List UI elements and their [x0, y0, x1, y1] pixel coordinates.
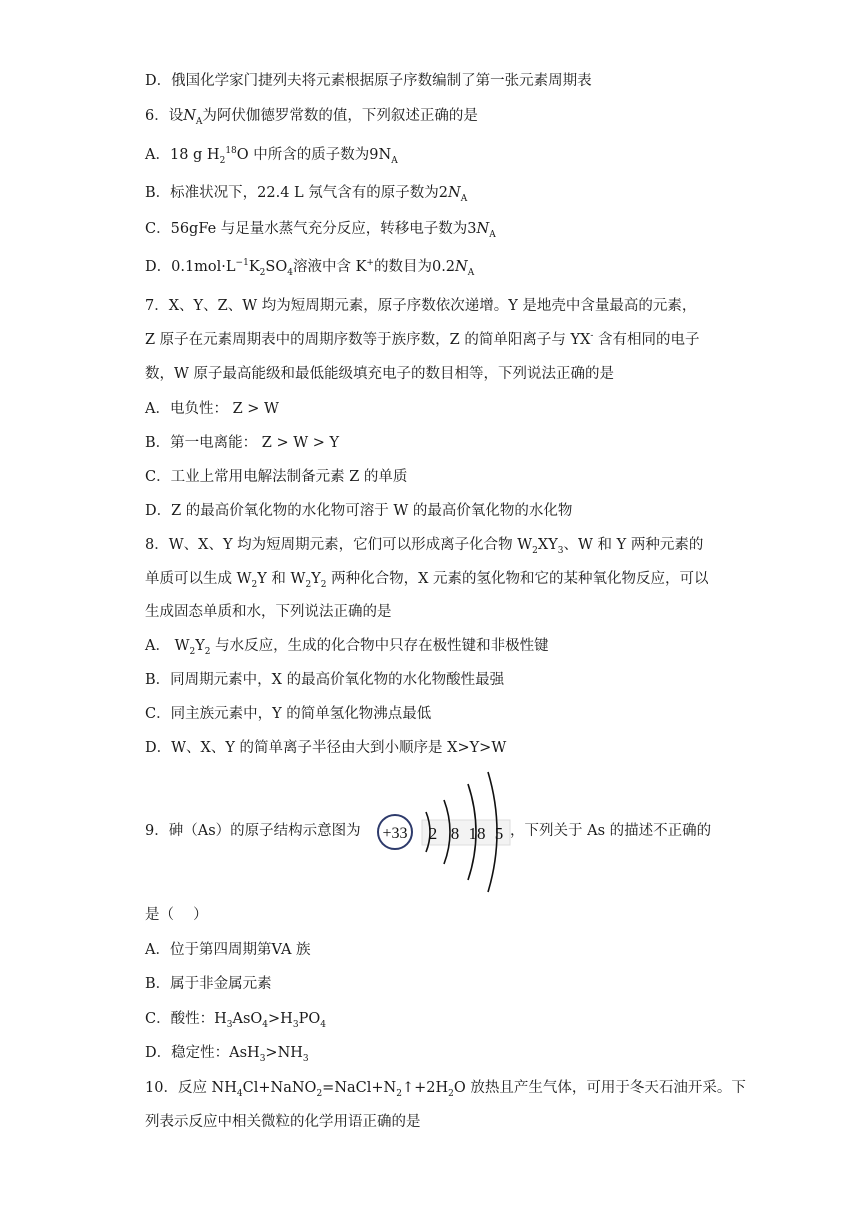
- q8-option-a: A． $W_2Y_2$ 与水反应，生成的化合物中只存在极性键和非极性键: [145, 638, 549, 657]
- q6-option-d: D．$0.1mol\cdot L^{-1}K_2SO_4$溶液中含 K+的数目为$0.2N_A$: [145, 258, 475, 278]
- q7-option-c: C．工业上常用电解法制备元素 Z 的单质: [145, 469, 408, 485]
- q8-stem-line-3: 生成固态单质和水，下列说法正确的是: [145, 604, 392, 620]
- q6-option-a: A．18 g $H_2^{18}O$ 中所含的质子数为$9N_A$: [145, 146, 398, 166]
- q8-option-d: D．W、X、Y 的简单离子半径由大到小顺序是 X>Y>W: [145, 740, 507, 756]
- q9-stem-part-3: 是（ ）: [145, 907, 208, 923]
- q9-option-d: D．稳定性：$AsH_3>NH_3$: [145, 1045, 309, 1064]
- q8-stem-line-1: 8．W、X、Y 均为短周期元素，它们可以形成离子化合物 $W_2XY_3$、W 和 Y 两种元素的: [145, 537, 704, 556]
- q9-stem-part-1: 9．砷（As）的原子结构示意图为: [145, 823, 361, 839]
- q7-stem-line-1: 7．X、Y、Z、W 均为短周期元素，原子序数依次递增。Y 是地壳中含量最高的元素，: [145, 298, 697, 314]
- shell-3-electrons: 18: [468, 824, 486, 843]
- q5-option-d: D．俄国化学家门捷列夫将元素根据原子序数编制了第一张元素周期表: [145, 73, 592, 89]
- q10-stem-line-1: 10．反应 $NH_4Cl+NaNO_2=NaCl+N_2↑+2H_2O$ 放热且产生气体，可用于冬天石油开采。下: [145, 1080, 746, 1099]
- shell-4-electrons: 5: [494, 824, 504, 843]
- q8-option-c: C．同主族元素中，Y 的简单氢化物沸点最低: [145, 706, 432, 722]
- q6-option-b: B．标准状况下，22.4 L 氖气含有的原子数为$2N_A$: [145, 185, 468, 204]
- q7-stem-line-3: 数，W 原子最高能级和最低能级填充电子的数目相等，下列说法正确的是: [145, 366, 615, 382]
- nucleus-charge: +33: [382, 825, 408, 842]
- q7-option-d: D．Z 的最高价氧化物的水化物可溶于 W 的最高价氧化物的水化物: [145, 503, 573, 519]
- q8-stem-line-2: 单质可以生成 $W_2Y$ 和 $W_2Y_2$ 两种化合物，X 元素的氢化物和它的某种氧化物反应，可以: [145, 571, 709, 590]
- q6-option-c: C．56gFe 与足量水蒸气充分反应，转移电子数为$3N_A$: [145, 221, 496, 240]
- shell-1-electrons: 2: [428, 824, 438, 843]
- arsenic-atom-diagram: [376, 770, 516, 894]
- q9-option-c: C．酸性：$H_3AsO_4>H_3PO_4$: [145, 1011, 326, 1030]
- q7-option-a: A．电负性： Z > W: [145, 401, 279, 417]
- q9-stem-part-2: ，下列关于 As 的描述不正确的: [510, 823, 712, 839]
- shell-2-electrons: 8: [450, 824, 460, 843]
- q10-stem-line-2: 列表示反应中相关微粒的化学用语正确的是: [145, 1114, 421, 1130]
- q8-option-b: B．同周期元素中，X 的最高价氧化物的水化物酸性最强: [145, 672, 505, 688]
- q9-option-b: B．属于非金属元素: [145, 976, 272, 992]
- q7-option-b: B．第一电离能： Z > W > Y: [145, 435, 340, 451]
- q7-stem-line-2: Z 原子在元素周期表中的周期序数等于族序数，Z 的简单阳离子与 YX- 含有相同的电子: [145, 331, 700, 348]
- q6-stem: 6．设$N_A$为阿伏伽德罗常数的值，下列叙述正确的是: [145, 108, 478, 127]
- q9-option-a: A．位于第四周期第VA 族: [145, 942, 311, 958]
